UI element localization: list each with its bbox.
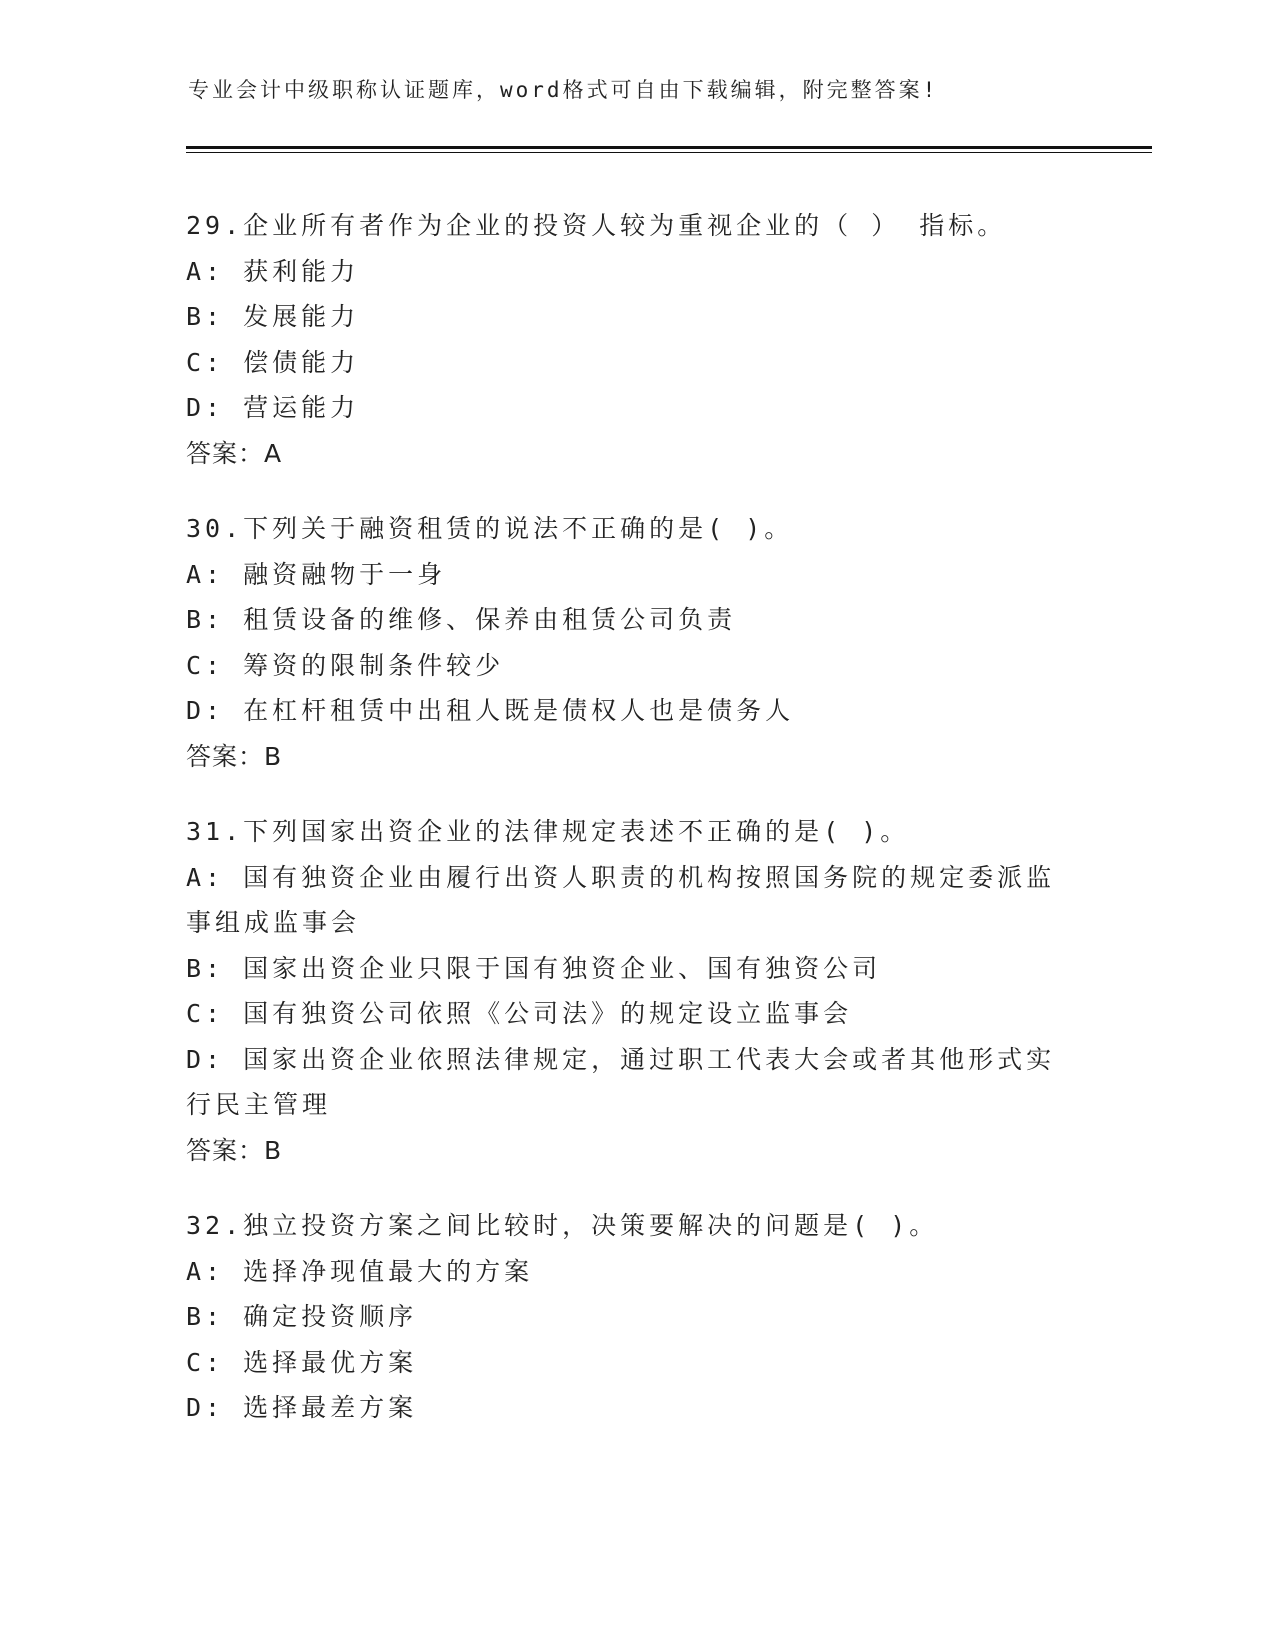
- option-d: D: 营运能力: [186, 393, 360, 422]
- question-stem: 29.企业所有者作为企业的投资人较为重视企业的（ ） 指标。: [186, 211, 1007, 240]
- option-c: C: 国有独资公司依照《公司法》的规定设立监事会: [186, 999, 853, 1028]
- question-stem: 32.独立投资方案之间比较时，决策要解决的问题是( )。: [186, 1211, 939, 1240]
- answer: 答案：B: [186, 1135, 283, 1165]
- header-divider: [186, 146, 1152, 153]
- question-31: [186, 809, 1086, 1173]
- option-d: D: 在杠杆租赁中出租人既是债权人也是债务人: [186, 696, 795, 725]
- question-stem: 31.下列国家出资企业的法律规定表述不正确的是( )。: [186, 817, 910, 846]
- option-b: B: 租赁设备的维修、保养由租赁公司负责: [186, 605, 737, 634]
- question-29: [186, 203, 1086, 476]
- option-b: B: 发展能力: [186, 302, 360, 331]
- option-c: C: 筹资的限制条件较少: [186, 650, 505, 680]
- answer: 答案：B: [186, 741, 283, 771]
- option-d: D: 选择最差方案: [186, 1393, 418, 1422]
- question-30: [186, 506, 1086, 779]
- option-a: A: 融资融物于一身: [186, 559, 447, 589]
- option-c: C: 偿债能力: [186, 347, 360, 377]
- answer: 答案：A: [186, 438, 283, 468]
- option-d: D: 国家出资企业依照法律规定，通过职工代表大会或者其他形式实行民主管理: [186, 1044, 1056, 1119]
- page-header: 专业会计中级职称认证题库，word格式可自由下载编辑，附完整答案!: [188, 78, 939, 102]
- question-32: [186, 1203, 1086, 1431]
- option-a: A: 国有独资企业由履行出资人职责的机构按照国务院的规定委派监事组成监事会: [186, 862, 1056, 937]
- question-stem: 30.下列关于融资租赁的说法不正确的是( )。: [186, 514, 794, 543]
- option-b: B: 确定投资顺序: [186, 1302, 418, 1331]
- option-a: A: 获利能力: [186, 256, 360, 286]
- option-a: A: 选择净现值最大的方案: [186, 1256, 534, 1286]
- option-b: B: 国家出资企业只限于国有独资企业、国有独资公司: [186, 953, 882, 983]
- question-list: [186, 203, 1086, 1461]
- option-c: C: 选择最优方案: [186, 1347, 418, 1377]
